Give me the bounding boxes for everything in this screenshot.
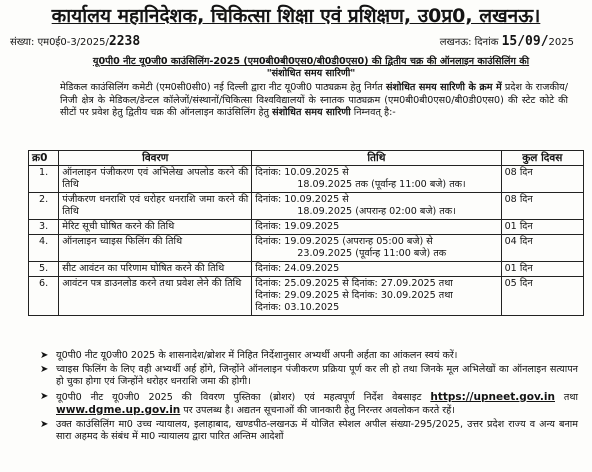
ref-label: संख्या: bbox=[10, 37, 35, 48]
row-date-line: दिनांक: 19.09.2025 (अपरान्ह 05:00 बजे) से bbox=[255, 236, 433, 247]
row-description: पंजीकरण धनराशि एवं धरोहर धनराशि जमा करने की तिथि bbox=[59, 193, 252, 220]
row-days: 01 दिन bbox=[501, 220, 583, 235]
row-date bbox=[252, 166, 501, 193]
list-item bbox=[40, 391, 578, 417]
table-row bbox=[29, 193, 584, 220]
table-row bbox=[29, 220, 584, 235]
header-description: विवरण bbox=[59, 151, 252, 166]
bullet-text: पर उपलब्ध है। अद्यतन सूचनाओं की जानकारी हेतु निरन्तर अवलोकन करते रहें। bbox=[180, 404, 455, 416]
row-date-line: दिनांक: 10.09.2025 से bbox=[255, 167, 349, 178]
row-date-line: 18.09.2025 (अपरान्ह 02:00 बजे) तक। bbox=[297, 206, 456, 217]
list-item bbox=[40, 350, 578, 362]
row-days: 04 दिन bbox=[501, 235, 583, 262]
row-date-line: दिनांक: 25.09.2025 से दिनांक: 27.09.2025 तथा bbox=[255, 278, 453, 289]
intro-paragraph bbox=[60, 82, 568, 120]
row-serial: 2. bbox=[29, 193, 59, 220]
row-serial: 6. bbox=[29, 277, 59, 316]
intro-text-3: निम्नवत् है:- bbox=[350, 107, 396, 118]
row-date bbox=[252, 220, 501, 235]
intro-bold-1: संशोधित समय सारिणी के क्रम में bbox=[386, 82, 502, 93]
row-date bbox=[252, 235, 501, 262]
row-days: 08 दिन bbox=[501, 166, 583, 193]
row-description: ऑनलाइन पंजीकरण एवं अभिलेख अपलोड करने की तिथि bbox=[59, 166, 252, 193]
ref-prefix: एम0ई0-3/2025/ bbox=[37, 37, 109, 48]
row-date bbox=[252, 193, 501, 220]
arrowhead-bullet-icon: ➤ bbox=[40, 364, 49, 376]
arrowhead-bullet-icon: ➤ bbox=[40, 419, 49, 431]
letter-number bbox=[10, 34, 140, 49]
row-description: ऑनलाइन च्वाइस फिलिंग की तिथि bbox=[59, 235, 252, 262]
subject-schedule-title: "संशोधित समय सारिणी" bbox=[266, 68, 356, 79]
intro-text-2: प्रदेश के राजकीय/निजी क्षेत्र के मेडिकल/डेन्टल कॉलेजों/संस्थानों/चिकित्सा विश्वविद्यालयों के स्नातक पाठ्यक्रम (एम0बी0बी0एस0/बी0डी0एस0) की स्टेट कोटे की सीटों पर प्रवेश हेतु द्वितीय चक्र की ऑनलाइन काउंसिलिंग हेतु bbox=[60, 82, 568, 118]
office-title: कार्यालय महानिदेशक, चिकित्सा शिक्षा एवं प्रशिक्षण, उ0प्र0, लखनऊ। bbox=[51, 5, 541, 27]
list-item bbox=[40, 419, 578, 443]
row-days: 05 दिन bbox=[501, 277, 583, 316]
bullet-text: उक्त काउंसिलिंग मा0 उच्च न्यायालय, इलाहाबाद, खण्डपीठ-लखनऊ में योजित स्पेशल अपील संख्या-295/2025, उत्तर प्रदेश राज्य व अन्य बनाम सारा अहमद के संबंध में मा0 न्यायालय द्वारा पारित अन्तिम आदेशों bbox=[56, 419, 578, 443]
schedule-table bbox=[28, 150, 584, 316]
date-handwritten: 15/09/ bbox=[501, 34, 549, 49]
row-date bbox=[252, 277, 501, 316]
row-date-line: दिनांक: 03.10.2025 bbox=[255, 302, 340, 313]
row-date-line: दिनांक: 10.09.2025 से bbox=[255, 194, 349, 205]
arrowhead-bullet-icon: ➤ bbox=[40, 390, 49, 402]
header-date: तिथि bbox=[252, 151, 501, 166]
table-header-row bbox=[29, 151, 584, 166]
row-days: 01 दिन bbox=[501, 262, 583, 277]
row-description: आवंटन पत्र डाउनलोड करने तथा प्रवेश लेने की तिथि bbox=[59, 277, 252, 316]
dgme-website-link[interactable]: www.dgme.up.gov.in bbox=[56, 403, 181, 416]
header-serial: क्र0 bbox=[29, 151, 59, 166]
bullet-text: तथा bbox=[555, 391, 578, 403]
office-heading bbox=[0, 2, 592, 28]
row-days: 08 दिन bbox=[501, 193, 583, 220]
subject-text: यू0पी0 नीट यू0जी0 काउंसिलिंग-2025 (एम0बी0बी0एस0/बी0डी0एस0) की द्वितीय चक्र की ऑनलाइन काउंसिलिंग की bbox=[92, 56, 530, 67]
row-serial: 1. bbox=[29, 166, 59, 193]
list-item bbox=[40, 364, 578, 388]
table-row bbox=[29, 262, 584, 277]
row-serial: 5. bbox=[29, 262, 59, 277]
arrowhead-bullet-icon: ➤ bbox=[40, 350, 49, 361]
row-date bbox=[252, 262, 501, 277]
row-date-line: 18.09.2025 तक (पूर्वान्ह 11:00 बजे) तक। bbox=[297, 179, 466, 190]
row-description: मेरिट सूची घोषित करने की तिथि bbox=[59, 220, 252, 235]
ref-number-handwritten: 2238 bbox=[108, 34, 141, 49]
letter-date bbox=[440, 34, 574, 49]
header-total-days: कुल दिवस bbox=[501, 151, 583, 166]
table-row bbox=[29, 235, 584, 262]
row-date-line: दिनांक: 29.09.2025 से दिनांक: 30.09.2025 तथा bbox=[255, 290, 453, 301]
row-description: सीट आवंटन का परिणाम घोषित करने की तिथि bbox=[59, 262, 252, 277]
row-date-line: दिनांक: 19.09.2025 bbox=[255, 221, 340, 232]
table-row bbox=[29, 277, 584, 316]
row-date-line: 23.09.2025 (पूर्वान्ह 11:00 बजे) तक bbox=[297, 248, 447, 259]
bullet-text: यू0पी0 नीट यू0जी0 2025 के शासनादेश/ब्रोशर में निहित निर्देशानुसार अभ्यर्थी अपनी अर्हता का आंकलन स्वयं करें। bbox=[56, 350, 458, 361]
bullet-text: यू0पी0 नीट यू0जी0 2025 की विवरण पुस्तिका (ब्रोशर) एवं महत्वपूर्ण निर्देश वेबसाइट bbox=[56, 391, 431, 403]
row-serial: 4. bbox=[29, 235, 59, 262]
reference-line bbox=[10, 34, 574, 50]
subject-line bbox=[60, 56, 562, 80]
intro-text-1: मेडिकल काउंसिलिंग कमेटी (एम0सी0सी0) नई दिल्ली द्वारा नीट यू0जी0 पाठ्यक्रम हेतु निर्गत bbox=[60, 82, 386, 93]
date-label: लखनऊ: दिनांक bbox=[439, 37, 499, 48]
instructions-list bbox=[40, 350, 578, 445]
date-year: 2025 bbox=[548, 37, 574, 48]
bullet-text: च्वाइस फिलिंग के लिए वही अभ्यर्थी अर्ह होंगे, जिन्होंने ऑनलाइन पंजीकरण प्रक्रिया पूर्ण कर ली हो तथा जिनके मूल अभिलेखों का ऑनलाइन सत्यापन हो चुका होगा एवं जिन्होंने धरोहर धनराशि जमा की होगी। bbox=[56, 364, 578, 388]
row-serial: 3. bbox=[29, 220, 59, 235]
table-row bbox=[29, 166, 584, 193]
row-date-line: दिनांक: 24.09.2025 bbox=[255, 263, 340, 274]
upneet-website-link[interactable]: https://upneet.gov.in bbox=[430, 390, 555, 403]
intro-bold-2: संशोधित समय सारिणी bbox=[272, 107, 351, 118]
